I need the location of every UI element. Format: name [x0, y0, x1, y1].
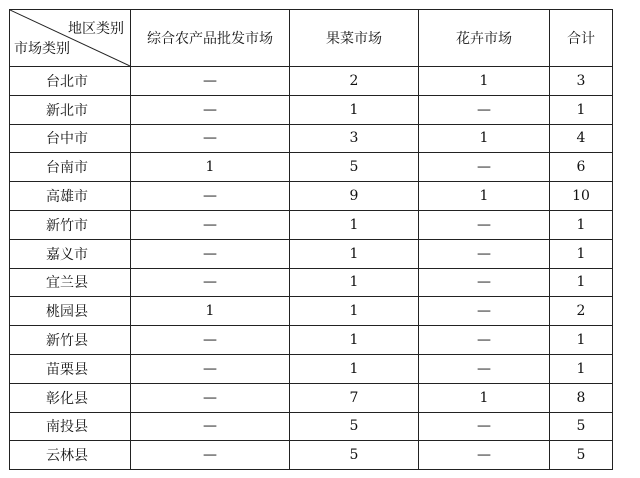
- table-cell: —: [419, 268, 550, 297]
- table-cell: —: [131, 124, 290, 153]
- table-cell: —: [131, 383, 290, 412]
- table-cell: 1: [550, 268, 613, 297]
- table-row: [10, 210, 613, 239]
- table-cell: 5: [550, 412, 613, 441]
- table-row: [10, 354, 613, 383]
- table-body: [10, 67, 613, 470]
- row-header: 苗栗县: [10, 354, 131, 383]
- table-cell: —: [419, 354, 550, 383]
- row-axis-label: 市场类别: [14, 41, 70, 57]
- table-cell: 1: [550, 354, 613, 383]
- row-header: 云林县: [10, 441, 131, 470]
- table-cell: 7: [290, 383, 419, 412]
- row-header: 台南市: [10, 153, 131, 182]
- table-row: [10, 95, 613, 124]
- table-cell: 6: [550, 153, 613, 182]
- table-cell: 1: [419, 67, 550, 96]
- column-header: 果菜市场: [290, 10, 419, 67]
- row-header: 彰化县: [10, 383, 131, 412]
- table-cell: —: [419, 95, 550, 124]
- table-cell: —: [419, 412, 550, 441]
- table-cell: 1: [419, 182, 550, 211]
- column-header: 合计: [550, 10, 613, 67]
- column-header: 花卉市场: [419, 10, 550, 67]
- table-cell: 5: [290, 153, 419, 182]
- table-cell: 3: [550, 67, 613, 96]
- table-cell: 1: [290, 239, 419, 268]
- row-header: 台北市: [10, 67, 131, 96]
- row-header: 南投县: [10, 412, 131, 441]
- table-cell: 1: [550, 239, 613, 268]
- table-row: [10, 239, 613, 268]
- row-header: 宜兰县: [10, 268, 131, 297]
- table-row: [10, 182, 613, 211]
- table-cell: —: [131, 326, 290, 355]
- row-header: 台中市: [10, 124, 131, 153]
- table-cell: 5: [290, 441, 419, 470]
- table-cell: —: [419, 210, 550, 239]
- table-row: [10, 67, 613, 96]
- table-cell: —: [131, 354, 290, 383]
- table-cell: 10: [550, 182, 613, 211]
- table-cell: 1: [550, 95, 613, 124]
- table-row: [10, 153, 613, 182]
- corner-header-cell: [10, 10, 131, 67]
- table-cell: 1: [131, 297, 290, 326]
- table-cell: —: [131, 441, 290, 470]
- market-table: [9, 9, 613, 470]
- table-cell: 5: [290, 412, 419, 441]
- table-row: [10, 124, 613, 153]
- table-cell: —: [131, 95, 290, 124]
- table-cell: 1: [550, 326, 613, 355]
- table-cell: 1: [131, 153, 290, 182]
- table-cell: 5: [550, 441, 613, 470]
- row-header: 桃园县: [10, 297, 131, 326]
- table-cell: 1: [419, 383, 550, 412]
- table-row: [10, 412, 613, 441]
- row-header: 嘉义市: [10, 239, 131, 268]
- table-cell: 1: [290, 326, 419, 355]
- row-header: 高雄市: [10, 182, 131, 211]
- table-row: [10, 326, 613, 355]
- header-row: [10, 10, 613, 67]
- row-header: 新竹市: [10, 210, 131, 239]
- table-cell: —: [131, 268, 290, 297]
- column-axis-label: 地区类别: [68, 21, 124, 37]
- table-cell: —: [131, 67, 290, 96]
- table-cell: —: [131, 210, 290, 239]
- table-cell: 1: [550, 210, 613, 239]
- table-row: [10, 268, 613, 297]
- table-cell: 1: [290, 297, 419, 326]
- table-cell: —: [419, 239, 550, 268]
- table-cell: 1: [419, 124, 550, 153]
- table-row: [10, 383, 613, 412]
- table-cell: —: [131, 239, 290, 268]
- table-cell: 4: [550, 124, 613, 153]
- table-cell: 3: [290, 124, 419, 153]
- table-cell: 2: [550, 297, 613, 326]
- table-cell: 1: [290, 354, 419, 383]
- table-cell: —: [419, 153, 550, 182]
- table-cell: 1: [290, 268, 419, 297]
- table-cell: —: [131, 182, 290, 211]
- table-cell: —: [131, 412, 290, 441]
- table-cell: 1: [290, 95, 419, 124]
- column-header: 综合农产品批发市场: [131, 10, 290, 67]
- table-row: [10, 441, 613, 470]
- row-header: 新北市: [10, 95, 131, 124]
- table-cell: —: [419, 441, 550, 470]
- table-cell: 2: [290, 67, 419, 96]
- row-header: 新竹县: [10, 326, 131, 355]
- table-cell: 9: [290, 182, 419, 211]
- table-cell: —: [419, 326, 550, 355]
- table-row: [10, 297, 613, 326]
- table-cell: —: [419, 297, 550, 326]
- table-cell: 1: [290, 210, 419, 239]
- table-cell: 8: [550, 383, 613, 412]
